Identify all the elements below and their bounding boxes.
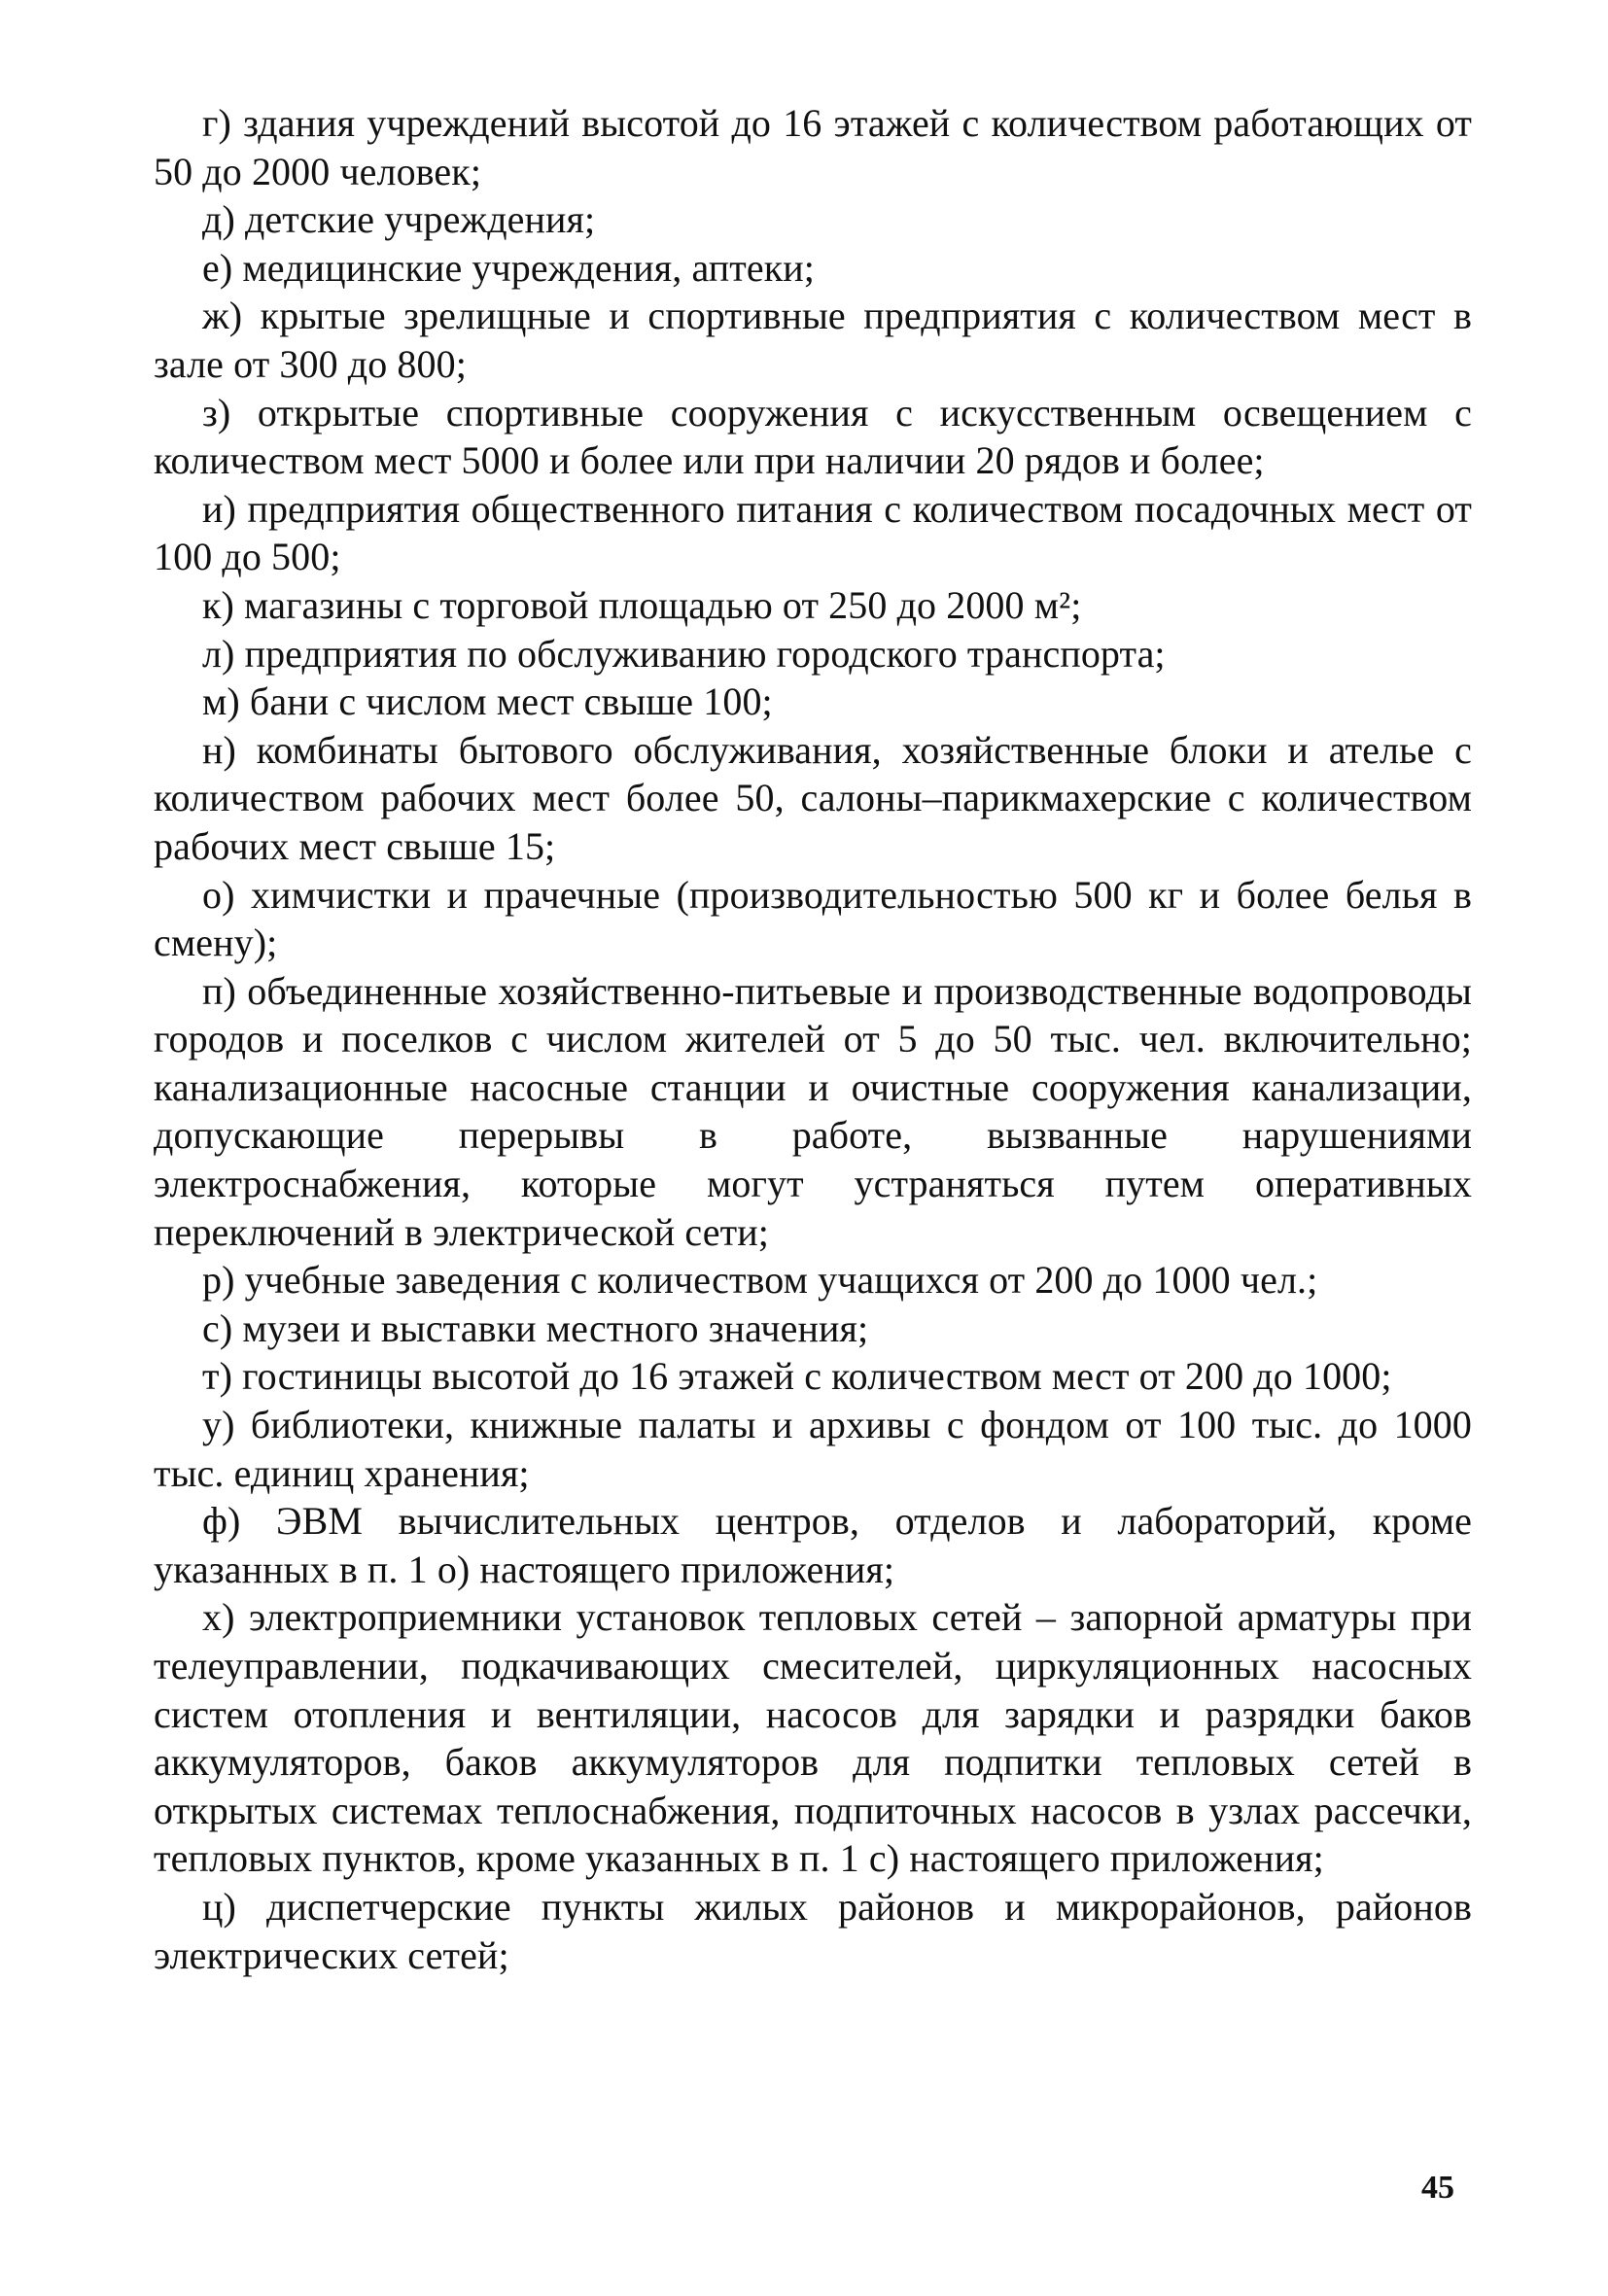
list-item-d: д) детские учреждения;	[202, 197, 596, 242]
list-item-zh: ж) крытые зрелищные и спортивные предприятия с количеством мест в зале от 300 до 800;	[154, 294, 1472, 386]
list-item-z: з) открытые спортивные сооружения с искусственным освещением с количеством мест 5000 и более или при наличии 20 рядов и более;	[154, 390, 1472, 483]
list-item-o: о) химчистки и прачечные (производительностью 500 кг и более белья в смену);	[154, 872, 1472, 965]
list-item-kh: х) электроприемники установок тепловых сетей – запорной арматуры при телеуправлении, подкачивающих смесителей, циркуляционных насосных систем отопления и вентиляции, насосов для зарядки и разрядки баков аккумуляторов, баков аккумуляторов для подпитки тепловых сетей в открытых системах теплоснабжения, подпиточных насосов в узлах рассечки, тепловых пунктов, кроме указанных в п. 1 с) настоящего приложения;	[154, 1595, 1472, 1881]
list-item-l: л) предприятия по обслуживанию городского транспорта;	[202, 631, 1166, 676]
list-item-u: у) библиотеки, книжные палаты и архивы с фондом от 100 тыс. до 1000 тыс. единиц хранения;	[154, 1403, 1472, 1495]
list-item-g: г) здания учреждений высотой до 16 этажей с количеством работающих от 50 до 2000 человек;	[154, 101, 1472, 193]
list-item-e: е) медицинские учреждения, аптеки;	[202, 245, 815, 290]
list-item-f: ф) ЭВМ вычислительных центров, отделов и лабораторий, кроме указанных в п. 1 о) настоящего приложения;	[154, 1499, 1472, 1591]
list-item-i: и) предприятия общественного питания с количеством посадочных мест от 100 до 500;	[154, 486, 1472, 579]
document-body	[154, 99, 1472, 1979]
page-number: 45	[1421, 2170, 1454, 2206]
list-item-m: м) бани с числом мест свыше 100;	[202, 679, 773, 724]
list-item-r: р) учебные заведения с количеством учащихся от 200 до 1000 чел.;	[202, 1258, 1318, 1303]
list-item-n: н) комбинаты бытового обслуживания, хозяйственные блоки и ателье с количеством рабочих мест более 50, салоны–парикмахерские с количеством рабочих мест свыше 15;	[154, 727, 1472, 868]
list-item-t: т) гостиницы высотой до 16 этажей с количеством мест от 200 до 1000;	[202, 1354, 1392, 1399]
list-item-s: с) музеи и выставки местного значения;	[202, 1305, 869, 1350]
list-item-ts: ц) диспетчерские пункты жилых районов и микрорайонов, районов электрических сетей;	[154, 1884, 1472, 1977]
list-item-k: к) магазины с торговой площадью от 250 до 2000 м²;	[202, 582, 1082, 627]
list-item-p: п) объединенные хозяйственно-питьевые и производственные водопроводы городов и поселков с числом жителей от 5 до 50 тыс. чел. включительно; канализационные насосные станции и очистные сооружения канализации, допускающие перерывы в работе, вызванные нарушениями электроснабжения, которые могут устраняться путем оперативных переключений в электрической сети;	[154, 968, 1472, 1254]
